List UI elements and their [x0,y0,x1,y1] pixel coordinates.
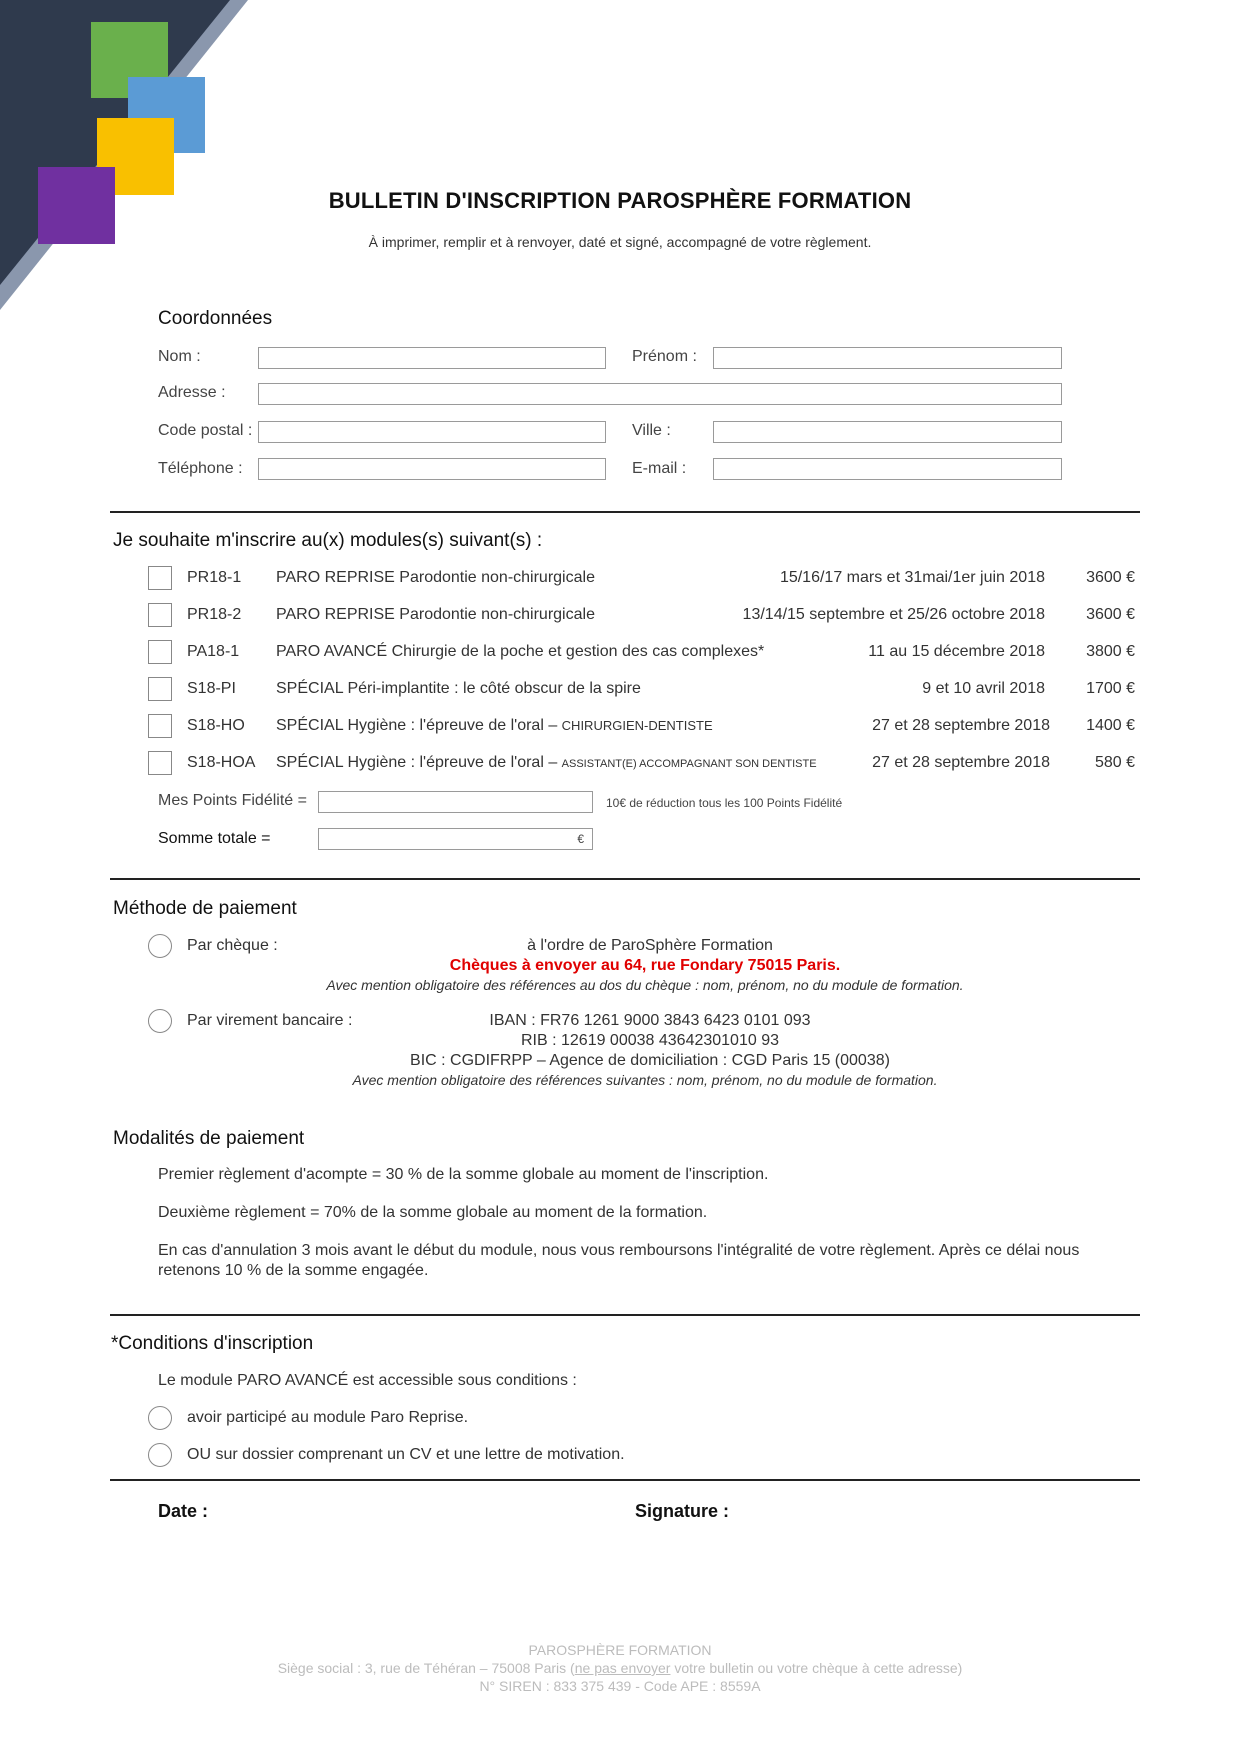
module-checkbox[interactable] [148,714,172,738]
module-date: 11 au 15 décembre 2018 [868,643,1045,660]
module-price: 580 € [1094,754,1135,771]
module-name-audience: ASSISTANT(E) ACCOMPAGNANT SON DENTISTE [561,758,817,770]
footer-company: PAROSPHÈRE FORMATION [528,1642,712,1658]
module-checkbox[interactable] [148,566,172,590]
module-name-main: SPÉCIAL Hygiène : l'épreuve de l'oral – [276,754,562,771]
modules-heading: Je souhaite m'inscrire au(x) modules(s) suivant(s) : [113,530,543,551]
cheque-label: Par chèque : [187,937,278,954]
cheque-address: Chèques à envoyer au 64, rue Fondary 75015 Paris. [449,957,841,974]
condition-radio[interactable] [148,1443,172,1467]
module-price: 1700 € [1086,680,1135,697]
total-currency: € [577,832,584,846]
telephone-field[interactable] [258,458,606,480]
modalites-line2: Deuxième règlement = 70% de la somme globale au moment de la formation. [158,1204,708,1221]
module-code: S18-HOA [187,754,256,771]
bic: BIC : CGDIFRPP – Agence de domiciliation : CGD Paris 15 (00038) [410,1052,890,1069]
coordonnees-heading: Coordonnées [158,308,273,329]
module-price: 3600 € [1086,606,1135,623]
conditions-heading: *Conditions d'inscription [111,1333,314,1354]
cheque-note: Avec mention obligatoire des références au dos du chèque : nom, prénom, no du module de formation. [326,977,964,993]
module-checkbox[interactable] [148,751,172,775]
signature-label: Signature : [635,1501,730,1521]
modalites-line1: Premier règlement d'acompte = 30 % de la somme globale au moment de l'inscription. [158,1166,769,1183]
module-name: SPÉCIAL Péri-implantite : le côté obscur de la spire [276,680,641,697]
nom-label: Nom : [158,348,201,365]
virement-label: Par virement bancaire : [187,1012,353,1029]
module-price: 1400 € [1086,717,1135,734]
email-label: E-mail : [632,460,687,477]
virement-note: Avec mention obligatoire des références suivantes : nom, prénom, no du module de formation. [352,1072,938,1088]
code-postal-label: Code postal : [158,422,253,439]
module-code: PA18-1 [187,643,240,660]
section-divider [110,1314,1140,1316]
module-date: 13/14/15 septembre et 25/26 octobre 2018 [742,606,1045,623]
module-name: PARO REPRISE Parodontie non-chirurgicale [276,606,595,623]
prenom-field[interactable] [713,347,1062,369]
total-label: Somme totale = [158,830,271,847]
module-date: 27 et 28 septembre 2018 [872,754,1050,771]
telephone-label: Téléphone : [158,460,243,477]
section-divider [110,1479,1140,1481]
module-code: S18-PI [187,680,236,697]
module-code: S18-HO [187,717,245,734]
module-name [276,754,817,772]
module-name: PARO REPRISE Parodontie non-chirurgicale [276,569,595,586]
module-date: 27 et 28 septembre 2018 [872,717,1050,734]
total-field[interactable] [318,828,593,850]
iban: IBAN : FR76 1261 9000 3843 6423 0101 093 [489,1012,811,1029]
module-checkbox[interactable] [148,640,172,664]
module-date: 9 et 10 avril 2018 [922,680,1045,697]
email-field[interactable] [713,458,1062,480]
adresse-label: Adresse : [158,384,226,401]
module-price: 3600 € [1086,569,1135,586]
adresse-field[interactable] [258,383,1062,405]
points-field[interactable] [318,791,593,813]
condition-option: OU sur dossier comprenant un CV et une lettre de motivation. [187,1446,625,1463]
module-checkbox[interactable] [148,603,172,627]
modalites-heading: Modalités de paiement [113,1128,305,1149]
module-name [276,717,713,735]
footer-address-start: Siège social : 3, rue de Téhéran – 75008 Paris ( [277,1660,575,1676]
condition-radio[interactable] [148,1406,172,1430]
modalites-line3: En cas d'annulation 3 mois avant le début du module, nous vous remboursons l'intégralité de votre règlement. Après ce délai nous retenons 10 % de la somme engagée. [158,1242,1080,1279]
footer-address-end: votre bulletin ou votre chèque à cette adresse) [670,1660,963,1676]
module-checkbox[interactable] [148,677,172,701]
module-name: PARO AVANCÉ Chirurgie de la poche et gestion des cas complexes* [276,643,765,660]
ville-label: Ville : [632,422,671,439]
module-name-audience: CHIRURGIEN-DENTISTE [561,718,713,733]
page-subtitle: À imprimer, remplir et à renvoyer, daté et signé, accompagné de votre règlement. [368,234,872,250]
points-label: Mes Points Fidélité = [158,792,307,809]
page-title: BULLETIN D'INSCRIPTION PAROSPHÈRE FORMATION [328,188,912,213]
points-note: 10€ de réduction tous les 100 Points Fidélité [606,796,843,810]
module-name-main: SPÉCIAL Hygiène : l'épreuve de l'oral – [276,717,562,734]
footer-address [0,1660,1240,1676]
module-code: PR18-1 [187,569,242,586]
condition-option: avoir participé au module Paro Reprise. [187,1409,469,1426]
module-code: PR18-2 [187,606,242,623]
date-label: Date : [158,1501,209,1521]
code-postal-field[interactable] [258,421,606,443]
nom-field[interactable] [258,347,606,369]
footer-address-warning: ne pas envoyer [574,1660,671,1676]
paiement-heading: Méthode de paiement [113,898,297,919]
module-date: 15/16/17 mars et 31mai/1er juin 2018 [779,569,1045,586]
rib: RIB : 12619 00038 43642301010 93 [520,1032,779,1049]
ville-field[interactable] [713,421,1062,443]
conditions-intro: Le module PARO AVANCÉ est accessible sous conditions : [158,1372,577,1389]
cheque-order: à l'ordre de ParoSphère Formation [527,937,773,954]
module-price: 3800 € [1086,643,1135,660]
footer-siren: N° SIREN : 833 375 439 - Code APE : 8559A [479,1678,761,1694]
section-divider [110,878,1140,880]
prenom-label: Prénom : [632,348,697,365]
section-divider [110,511,1140,513]
